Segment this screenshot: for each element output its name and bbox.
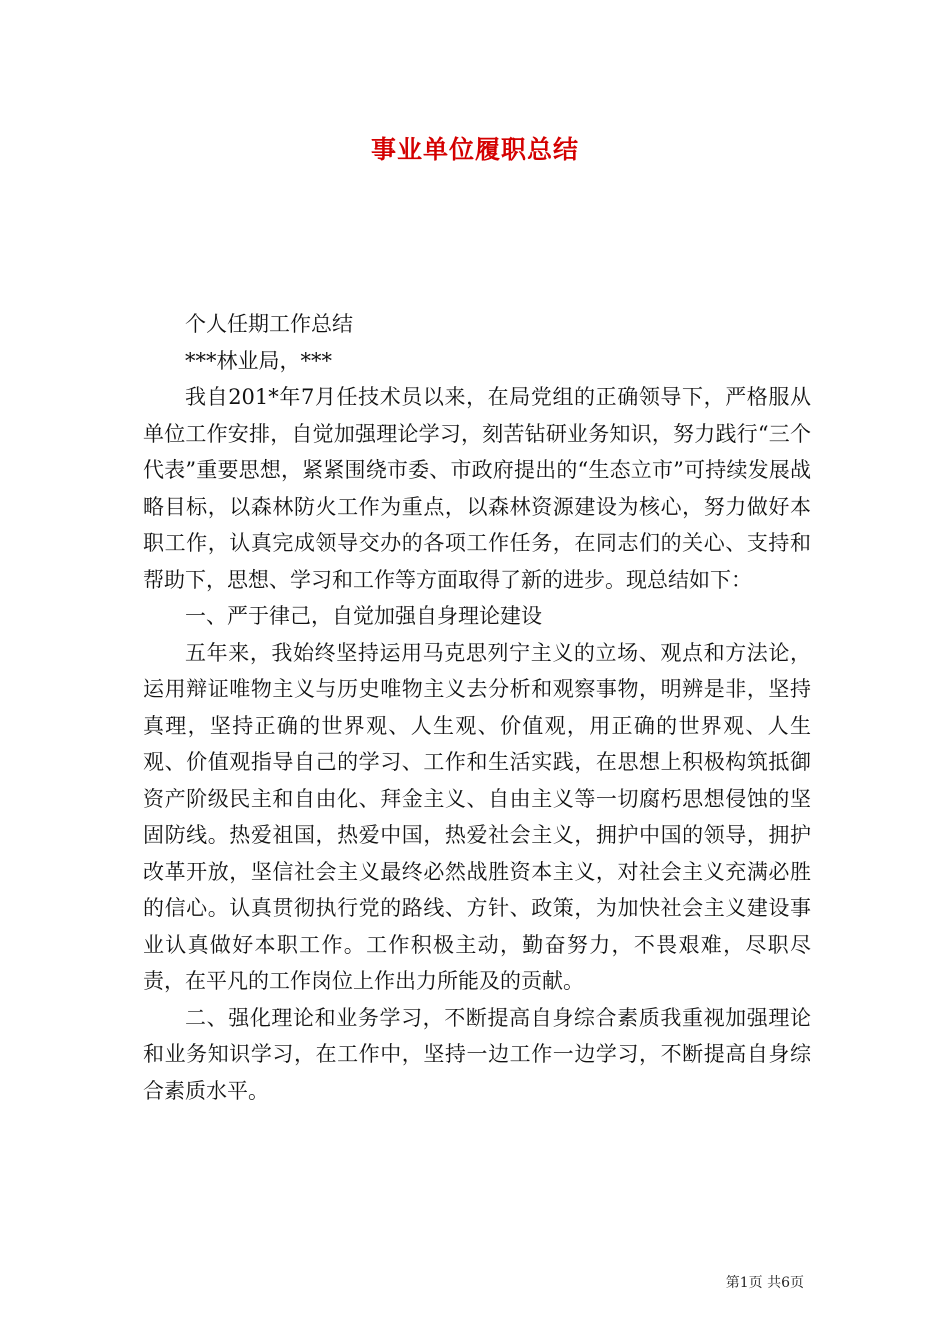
paragraph-author: ***林业局，*** xyxy=(185,348,332,373)
paragraph-section-1: 五年来，我始终坚持运用马克思列宁主义的立场、观点和方法论，运用辩证唯物主义与历史唯物主义去分析和观察事物，明辨是非，坚持真理，坚持正确的世界观、人生观、价值观，用正确的世界观、人生观、价值观指导自己的学习、工作和生活实践，在思想上积极构筑抵御资产阶级民主和自由化、拜金主义、自由主义等一切腐朽思想侵蚀的坚固防线。热爱祖国，热爱中国，热爱社会主义，拥护中国的领导，拥护改革开放，坚信社会主义最终必然战胜资本主义，对社会主义充满必胜的信心。认真贯彻执行党的路线、方针、政策，为加快社会主义建设事业认真做好本职工作。工作积极主动，勤奋努力，不畏艰难，尽职尽责，在平凡的工作岗位上作出力所能及的贡献。 xyxy=(143,640,811,993)
document-title: 事业单位履职总结 xyxy=(370,135,579,164)
paragraph-intro: 我自201*年7月任技术员以来，在局党组的正确领导下，严格服从单位工作安排，自觉加强理论学习，刻苦钻研业务知识，努力践行“三个代表”重要思想，紧紧围绕市委、市政府提出的“生态立市”可持续发展战略目标，以森林防火工作为重点，以森林资源建设为核心，努力做好本职工作，认真完成领导交办的各项工作任务，在同志们的关心、支持和帮助下，思想、学习和工作等方面取得了新的进步。现总结如下： xyxy=(143,385,811,592)
paragraph-section-2: 二、强化理论和业务学习，不断提高自身综合素质我重视加强理论和业务知识学习，在工作中，坚持一边工作一边学习，不断提高自身综合素质水平。 xyxy=(143,1005,811,1103)
section-heading-1: 一、严于律己，自觉加强自身理论建设 xyxy=(185,604,542,628)
page-number: 第1页 共6页 xyxy=(725,1275,804,1291)
paragraph-subtitle: 个人任期工作总结 xyxy=(185,312,353,336)
document-body xyxy=(143,306,811,1109)
